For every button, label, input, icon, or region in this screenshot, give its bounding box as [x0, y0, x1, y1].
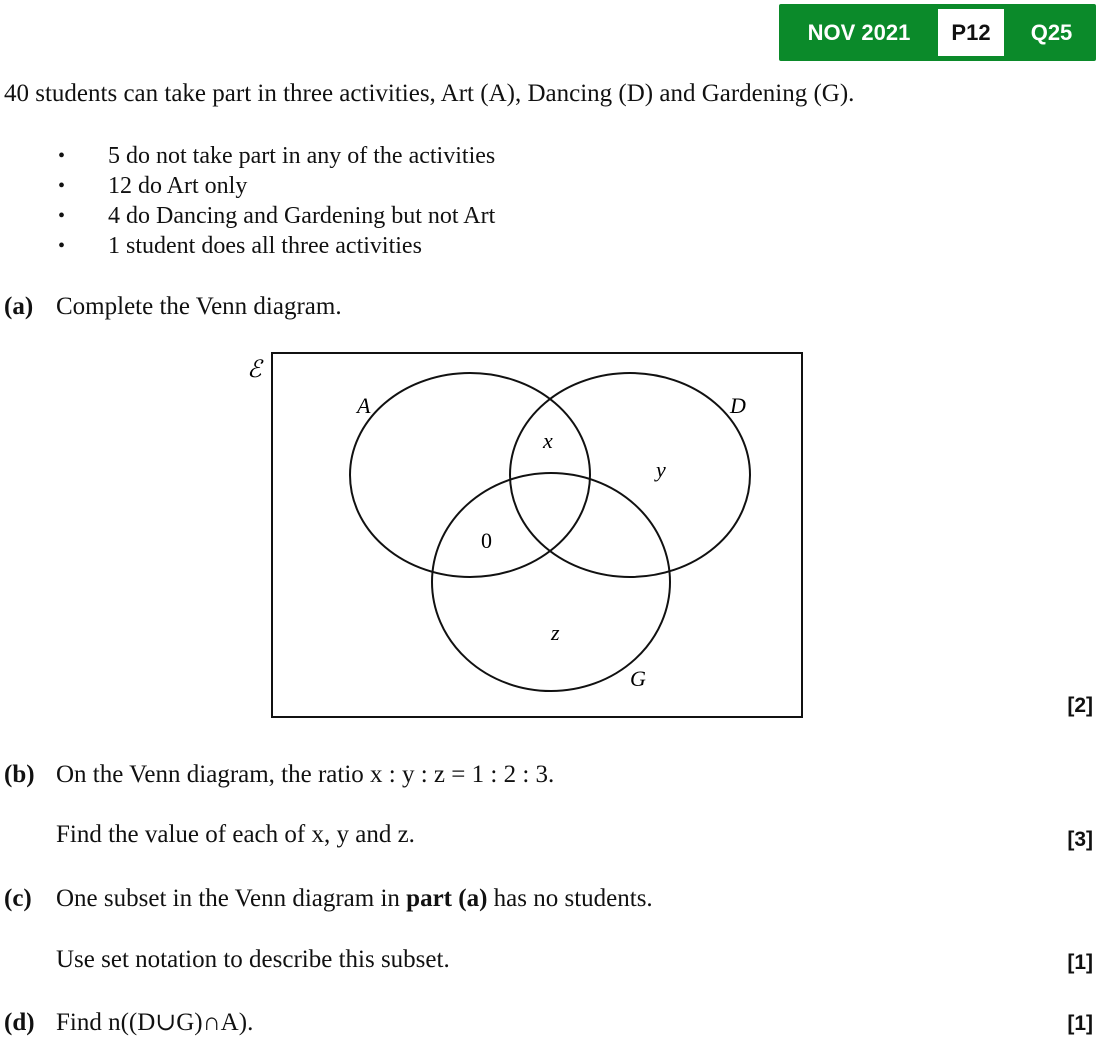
- part-d: [4, 1007, 253, 1037]
- intro-text: 40 students can take part in three activities, Art (A), Dancing (D) and Gardening (G).: [4, 80, 855, 107]
- part-c: [4, 885, 653, 913]
- badge-paper: P12: [938, 9, 1004, 56]
- part-b-text: On the Venn diagram, the ratio x : y : z = 1 : 2 : 3.: [56, 761, 555, 788]
- badge-session: NOV 2021: [807, 20, 911, 45]
- part-a-text: Complete the Venn diagram.: [56, 293, 342, 320]
- region-z: z: [551, 620, 560, 645]
- part-b-text2: Find the value of each of x, y and z.: [56, 821, 415, 848]
- region-x: x: [543, 428, 553, 453]
- region-y: y: [656, 457, 666, 482]
- circle-g: [432, 473, 670, 691]
- part-c-marks: [1]: [1067, 951, 1093, 974]
- label-set-a: A: [357, 393, 371, 418]
- part-d-marks: [1]: [1067, 1012, 1093, 1035]
- part-a-marks: [2]: [1067, 694, 1093, 717]
- circle-a: [350, 373, 590, 577]
- universal-set-symbol: ℰ: [247, 357, 262, 383]
- label-set-g: G: [630, 666, 646, 691]
- part-c-text2: Use set notation to describe this subset.: [56, 946, 450, 973]
- part-d-text: Find n((D∪G)∩A).: [56, 1009, 254, 1036]
- universal-set-box: [272, 353, 802, 717]
- part-a-label: (a): [4, 293, 34, 320]
- part-c-text-pre: One subset in the Venn diagram in: [56, 885, 407, 912]
- part-d-label: (d): [4, 1009, 35, 1036]
- badge-question: Q25: [1030, 20, 1073, 45]
- part-c-label: (c): [4, 885, 32, 912]
- region-ag-only: 0: [481, 528, 492, 553]
- part-c-text-post: has no students.: [487, 885, 653, 912]
- circle-d: [510, 373, 750, 577]
- part-c-text-bold: part (a): [406, 885, 488, 912]
- label-set-d: D: [730, 393, 746, 418]
- part-b-marks: [3]: [1067, 828, 1093, 851]
- part-b-label: (b): [4, 761, 35, 788]
- part-b: [4, 761, 554, 789]
